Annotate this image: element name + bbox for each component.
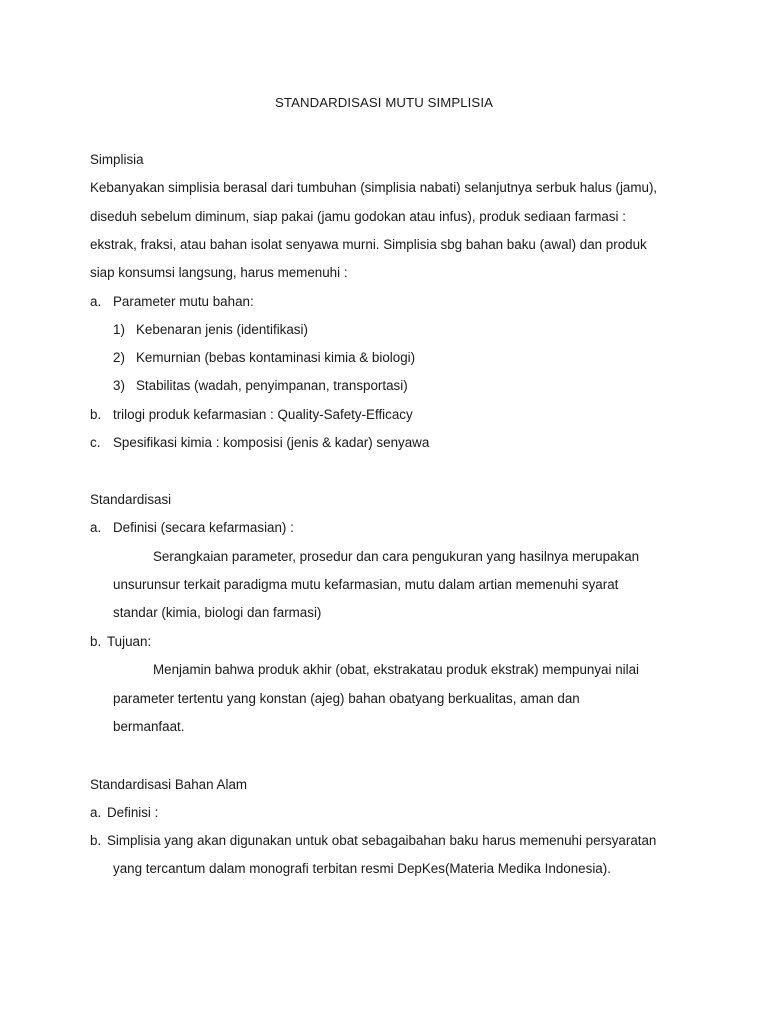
list-marker: a. [90, 294, 102, 309]
list-marker: b. [90, 634, 102, 649]
list-item-text: Kemurnian (bebas kontaminasi kimia & biologi) [136, 350, 416, 365]
definition-line: unsurunsur terkait paradigma mutu kefarmasian, mutu dalam artian memenuhi syarat [113, 577, 619, 592]
list-marker: c. [90, 435, 101, 450]
list-item-text: Definisi : [107, 805, 159, 820]
list-marker: 2) [113, 350, 125, 365]
definition-line: standar (kimia, biologi dan farmasi) [113, 605, 322, 620]
page-title: STANDARDISASI MUTU SIMPLISIA [275, 95, 493, 110]
list-marker: a. [90, 805, 102, 820]
list-marker: b. [90, 407, 102, 422]
list-item-text: Kebenaran jenis (identifikasi) [136, 322, 308, 337]
list-item-text: Spesifikasi kimia : komposisi (jenis & kadar) senyawa [113, 435, 430, 450]
list-marker: b. [90, 833, 102, 848]
list-item-label: Tujuan: [107, 634, 152, 649]
list-item-text: Parameter mutu bahan: [113, 294, 254, 309]
section-heading-bahan-alam: Standardisasi Bahan Alam [90, 777, 248, 792]
list-item-label: Definisi (secara kefarmasian) : [113, 520, 294, 535]
paragraph-line: Kebanyakan simplisia berasal dari tumbuhan (simplisia nabati) selanjutnya serbuk halus (jamu), [90, 180, 658, 195]
paragraph-line: siap konsumsi langsung, harus memenuhi : [90, 265, 348, 280]
list-marker: 1) [113, 322, 125, 337]
list-item-text: Stabilitas (wadah, penyimpanan, transportasi) [136, 378, 408, 393]
list-item-text: Simplisia yang akan digunakan untuk obat sebagaibahan baku harus memenuhi persyaratan [107, 833, 657, 848]
list-item-continuation: yang tercantum dalam monografi terbitan resmi DepKes(Materia Medika Indonesia). [113, 861, 611, 876]
purpose-line: bermanfaat. [113, 719, 185, 734]
purpose-line: parameter tertentu yang konstan (ajeg) bahan obatyang berkualitas, aman dan [113, 691, 580, 706]
list-item-text: trilogi produk kefarmasian : Quality-Safety-Efficacy [113, 407, 413, 422]
purpose-line: Menjamin bahwa produk akhir (obat, ekstrakatau produk ekstrak) mempunyai nilai [153, 662, 640, 677]
paragraph-line: ekstrak, fraksi, atau bahan isolat senyawa murni. Simplisia sbg bahan baku (awal) dan produk [90, 237, 647, 252]
paragraph-line: diseduh sebelum diminum, siap pakai (jamu godokan atau infus), produk sediaan farmasi : [90, 209, 626, 224]
list-marker: 3) [113, 378, 125, 393]
definition-line: Serangkaian parameter, prosedur dan cara pengukuran yang hasilnya merupakan [153, 549, 640, 564]
list-marker: a. [90, 520, 102, 535]
section-heading-simplisia: Simplisia [90, 152, 144, 167]
section-heading-standardisasi: Standardisasi [90, 492, 172, 507]
